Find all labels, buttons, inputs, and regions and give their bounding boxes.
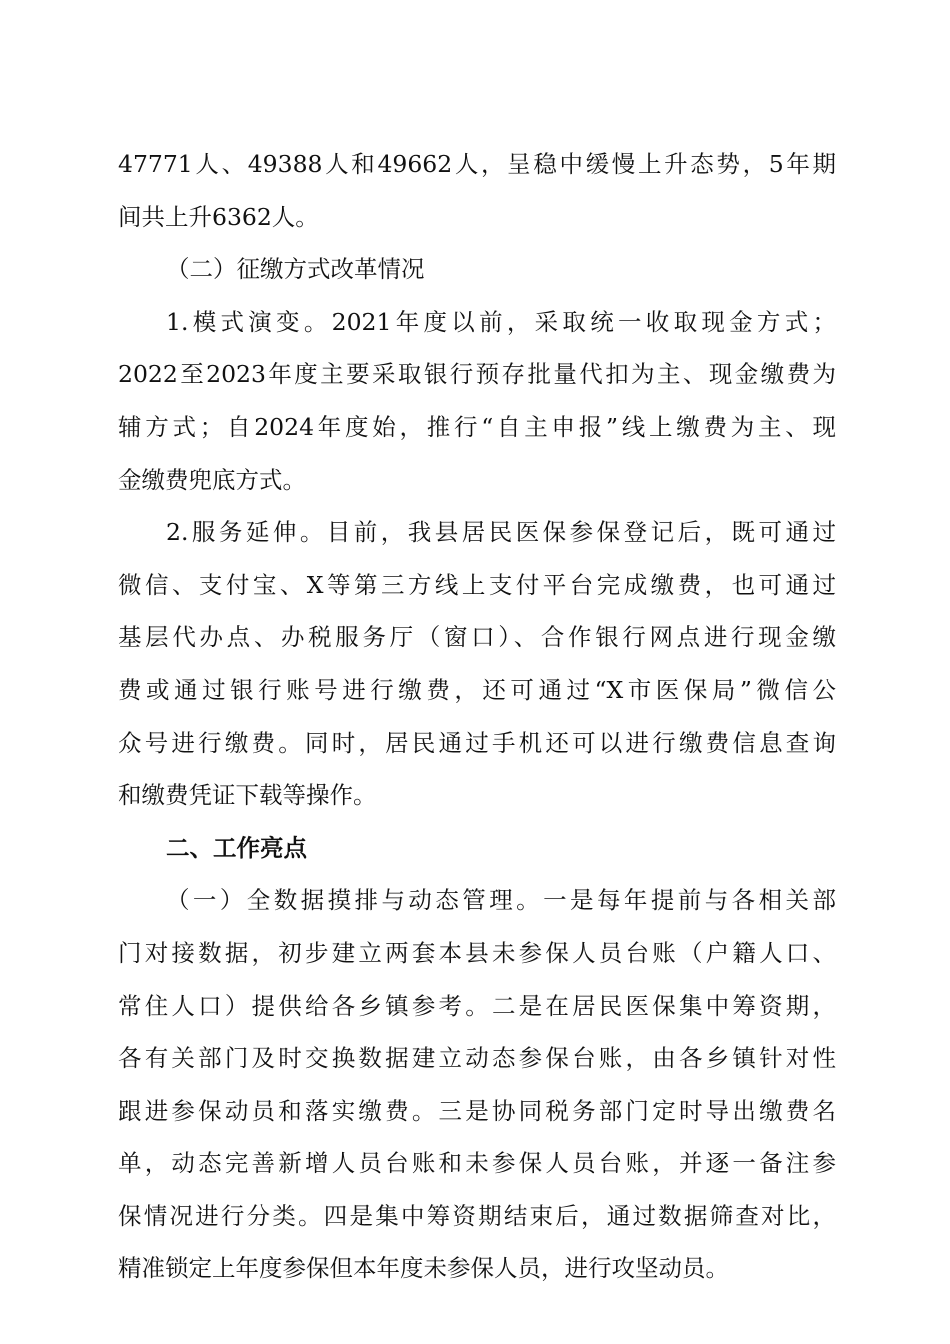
- paragraph-line: 辅方式；自2024年度始，推行“自主申报”线上缴费为主、现: [118, 412, 836, 441]
- paragraph-line: 2022至2023年度主要采取银行预存批量代扣为主、现金缴费为: [118, 360, 836, 389]
- paragraph-line: 金缴费兜底方式。: [118, 465, 306, 494]
- paragraph-line: （一）全数据摸排与动态管理。一是每年提前与各相关部: [166, 886, 836, 915]
- paragraph-line: 门对接数据，初步建立两套本县未参保人员台账（户籍人口、: [118, 938, 836, 967]
- section-subheading: （二）征缴方式改革情况: [166, 255, 425, 284]
- paragraph-line: 跟进参保动员和落实缴费。三是协同税务部门定时导出缴费名: [118, 1096, 836, 1125]
- paragraph-line: 保情况进行分类。四是集中筹资期结束后，通过数据筛查对比，: [118, 1201, 836, 1230]
- paragraph-line: 费或通过银行账号进行缴费，还可通过“X市医保局”微信公: [118, 675, 836, 704]
- paragraph-line: 常住人口）提供给各乡镇参考。二是在居民医保集中筹资期，: [118, 991, 836, 1020]
- paragraph-line: 精准锁定上年度参保但本年度未参保人员，进行攻坚动员。: [118, 1254, 729, 1283]
- section-heading: 二、工作亮点: [166, 833, 307, 862]
- paragraph-line: 单，动态完善新增人员台账和未参保人员台账，并逐一备注参: [118, 1149, 836, 1178]
- paragraph-line: 和缴费凭证下载等操作。: [118, 781, 377, 810]
- paragraph-line: 众号进行缴费。同时，居民通过手机还可以进行缴费信息查询: [118, 728, 836, 757]
- paragraph-line: 1.模式演变。2021年度以前，采取统一收取现金方式；: [166, 307, 836, 336]
- paragraph-line: 各有关部门及时交换数据建立动态参保台账，由各乡镇针对性: [118, 1044, 836, 1073]
- paragraph-line: 47771人、49388人和49662人，呈稳中缓慢上升态势，5年期: [118, 150, 836, 178]
- document-body: [118, 138, 836, 1295]
- paragraph-line: 微信、支付宝、X等第三方线上支付平台完成缴费，也可通过: [118, 570, 836, 599]
- paragraph-line: 基层代办点、办税服务厅（窗口）、合作银行网点进行现金缴: [118, 623, 836, 652]
- paragraph-line: 2.服务延伸。目前，我县居民医保参保登记后，既可通过: [166, 518, 836, 547]
- paragraph-line: 间共上升6362人。: [118, 202, 319, 231]
